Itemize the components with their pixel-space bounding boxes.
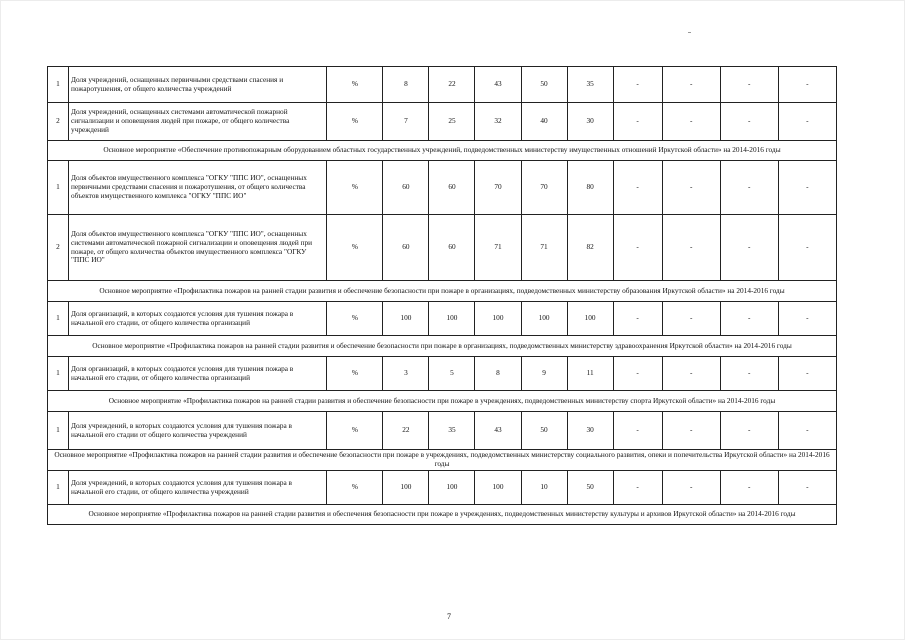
value-cell: 50: [521, 67, 567, 103]
indicator-name: Доля организаций, в которых создаются условия для тушения пожара в начальной его стадии, от общего количества организаций: [69, 302, 327, 336]
unit-cell: %: [327, 357, 383, 391]
section-header-row: [48, 505, 837, 525]
table-row: [48, 215, 837, 281]
unit-cell: %: [327, 471, 383, 505]
value-cell: -: [613, 471, 662, 505]
unit-cell: %: [327, 412, 383, 450]
value-cell: -: [613, 215, 662, 281]
value-cell: 40: [521, 103, 567, 141]
value-cell: -: [720, 471, 778, 505]
indicator-name: Доля объектов имущественного комплекса "ОГКУ "ППС ИО", оснащенных первичными средствами спасения и пожаротушения, от общего количества объектов имущественного комплекса "ОГКУ "ППС ИО": [69, 161, 327, 215]
value-cell: -: [720, 357, 778, 391]
value-cell: 82: [567, 215, 613, 281]
row-number: 1: [48, 161, 69, 215]
section-title: Основное мероприятие «Профилактика пожаров на ранней стадии развития и обеспечение безопасности при пожаре в организациях, подведомственных министерству образования Иркутской области» на 2014-2016 годы: [48, 281, 837, 302]
value-cell: -: [662, 302, 720, 336]
value-cell: -: [778, 103, 836, 141]
indicator-name: Доля учреждений, оснащенных системами автоматической пожарной сигнализации и оповещения людей при пожаре, от общего количества учреждений: [69, 103, 327, 141]
value-cell: -: [720, 215, 778, 281]
value-cell: -: [720, 302, 778, 336]
indicator-name: Доля организаций, в которых создаются условия для тушения пожара в начальной его стадии, от общего количества организаций: [69, 357, 327, 391]
value-cell: -: [662, 471, 720, 505]
value-cell: 30: [567, 412, 613, 450]
value-cell: -: [778, 67, 836, 103]
table-row: [48, 103, 837, 141]
value-cell: -: [662, 67, 720, 103]
value-cell: 35: [567, 67, 613, 103]
section-title: Основное мероприятие «Профилактика пожаров на ранней стадии развития и обеспечения безопасности при пожаре в учреждениях, подведомственных министерству культуры и архивов Иркутской области» на 2014-2016 годы: [48, 505, 837, 525]
table-row: [48, 161, 837, 215]
unit-cell: %: [327, 161, 383, 215]
value-cell: 22: [429, 67, 475, 103]
value-cell: -: [662, 412, 720, 450]
scan-speck: [688, 32, 691, 33]
indicator-name: Доля учреждений, в которых создаются условия для тушения пожара в начальной его стадии, от общего количества учреждений: [69, 471, 327, 505]
row-number: 1: [48, 471, 69, 505]
value-cell: 71: [475, 215, 521, 281]
value-cell: 32: [475, 103, 521, 141]
value-cell: -: [778, 302, 836, 336]
value-cell: -: [778, 357, 836, 391]
section-title: Основное мероприятие «Профилактика пожаров на ранней стадии развития и обеспечение безопасности при пожаре в учреждениях, подведомственных министерству социального развития, опеки и попечительства Иркутской области» на 2014-2016 годы: [48, 450, 837, 471]
value-cell: -: [613, 412, 662, 450]
value-cell: -: [613, 103, 662, 141]
row-number: 2: [48, 103, 69, 141]
value-cell: -: [720, 103, 778, 141]
section-title: Основное мероприятие «Профилактика пожаров на ранней стадии развития и обеспечение безопасности при пожаре в организациях, подведомственных министерству здравоохранения Иркутской области» на 2014-2016 годы: [48, 336, 837, 357]
value-cell: 43: [475, 412, 521, 450]
row-number: 2: [48, 215, 69, 281]
table-row: [48, 67, 837, 103]
value-cell: 70: [521, 161, 567, 215]
value-cell: 22: [383, 412, 429, 450]
row-number: 1: [48, 357, 69, 391]
table-row: [48, 412, 837, 450]
value-cell: 100: [383, 302, 429, 336]
value-cell: 100: [429, 302, 475, 336]
value-cell: -: [613, 302, 662, 336]
indicator-name: Доля учреждений, оснащенных первичными средствами спасения и пожаротушения, от общего количества учреждений: [69, 67, 327, 103]
table-row: [48, 471, 837, 505]
value-cell: 50: [567, 471, 613, 505]
indicators-table: [47, 66, 837, 525]
unit-cell: %: [327, 302, 383, 336]
row-number: 1: [48, 412, 69, 450]
value-cell: 30: [567, 103, 613, 141]
row-number: 1: [48, 302, 69, 336]
section-header-row: [48, 281, 837, 302]
indicator-name: Доля объектов имущественного комплекса "ОГКУ "ППС ИО", оснащенных системами автоматической пожарной сигнализации и оповещения людей при пожаре, от общего количества объектов имущественного комплекса "ОГКУ "ППС ИО": [69, 215, 327, 281]
table-row: [48, 357, 837, 391]
value-cell: -: [720, 67, 778, 103]
value-cell: -: [720, 161, 778, 215]
section-header-row: [48, 391, 837, 412]
value-cell: 100: [521, 302, 567, 336]
value-cell: 35: [429, 412, 475, 450]
value-cell: 3: [383, 357, 429, 391]
value-cell: -: [613, 161, 662, 215]
section-header-row: [48, 450, 837, 471]
row-number: 1: [48, 67, 69, 103]
value-cell: 70: [475, 161, 521, 215]
value-cell: 100: [475, 471, 521, 505]
value-cell: 60: [383, 161, 429, 215]
value-cell: 100: [429, 471, 475, 505]
value-cell: 25: [429, 103, 475, 141]
value-cell: 11: [567, 357, 613, 391]
value-cell: 5: [429, 357, 475, 391]
value-cell: 71: [521, 215, 567, 281]
value-cell: 9: [521, 357, 567, 391]
unit-cell: %: [327, 215, 383, 281]
value-cell: -: [778, 215, 836, 281]
page-number: 7: [447, 612, 451, 621]
value-cell: -: [778, 161, 836, 215]
section-header-row: [48, 141, 837, 161]
value-cell: -: [720, 412, 778, 450]
value-cell: -: [778, 471, 836, 505]
value-cell: 60: [429, 215, 475, 281]
value-cell: 8: [475, 357, 521, 391]
value-cell: 50: [521, 412, 567, 450]
value-cell: 10: [521, 471, 567, 505]
value-cell: 80: [567, 161, 613, 215]
value-cell: 43: [475, 67, 521, 103]
value-cell: -: [662, 161, 720, 215]
value-cell: -: [613, 67, 662, 103]
value-cell: -: [662, 357, 720, 391]
value-cell: 60: [383, 215, 429, 281]
section-title: Основное мероприятие «Профилактика пожаров на ранней стадии развития и обеспечение безопасности при пожаре в учреждениях, подведомственных министерству спорта Иркутской области» на 2014-2016 годы: [48, 391, 837, 412]
section-title: Основное мероприятие «Обеспечение противопожарным оборудованием областных государственных учреждений, подведомственных министерству имущественных отношений Иркутской области» на 2014-2016 годы: [48, 141, 837, 161]
value-cell: -: [778, 412, 836, 450]
value-cell: -: [662, 103, 720, 141]
value-cell: 100: [383, 471, 429, 505]
section-header-row: [48, 336, 837, 357]
unit-cell: %: [327, 103, 383, 141]
value-cell: 60: [429, 161, 475, 215]
value-cell: 7: [383, 103, 429, 141]
value-cell: 8: [383, 67, 429, 103]
indicator-name: Доля учреждений, в которых создаются условия для тушения пожара в начальной его стадии от общего количества учреждений: [69, 412, 327, 450]
table-row: [48, 302, 837, 336]
value-cell: -: [662, 215, 720, 281]
value-cell: 100: [567, 302, 613, 336]
value-cell: -: [613, 357, 662, 391]
value-cell: 100: [475, 302, 521, 336]
unit-cell: %: [327, 67, 383, 103]
